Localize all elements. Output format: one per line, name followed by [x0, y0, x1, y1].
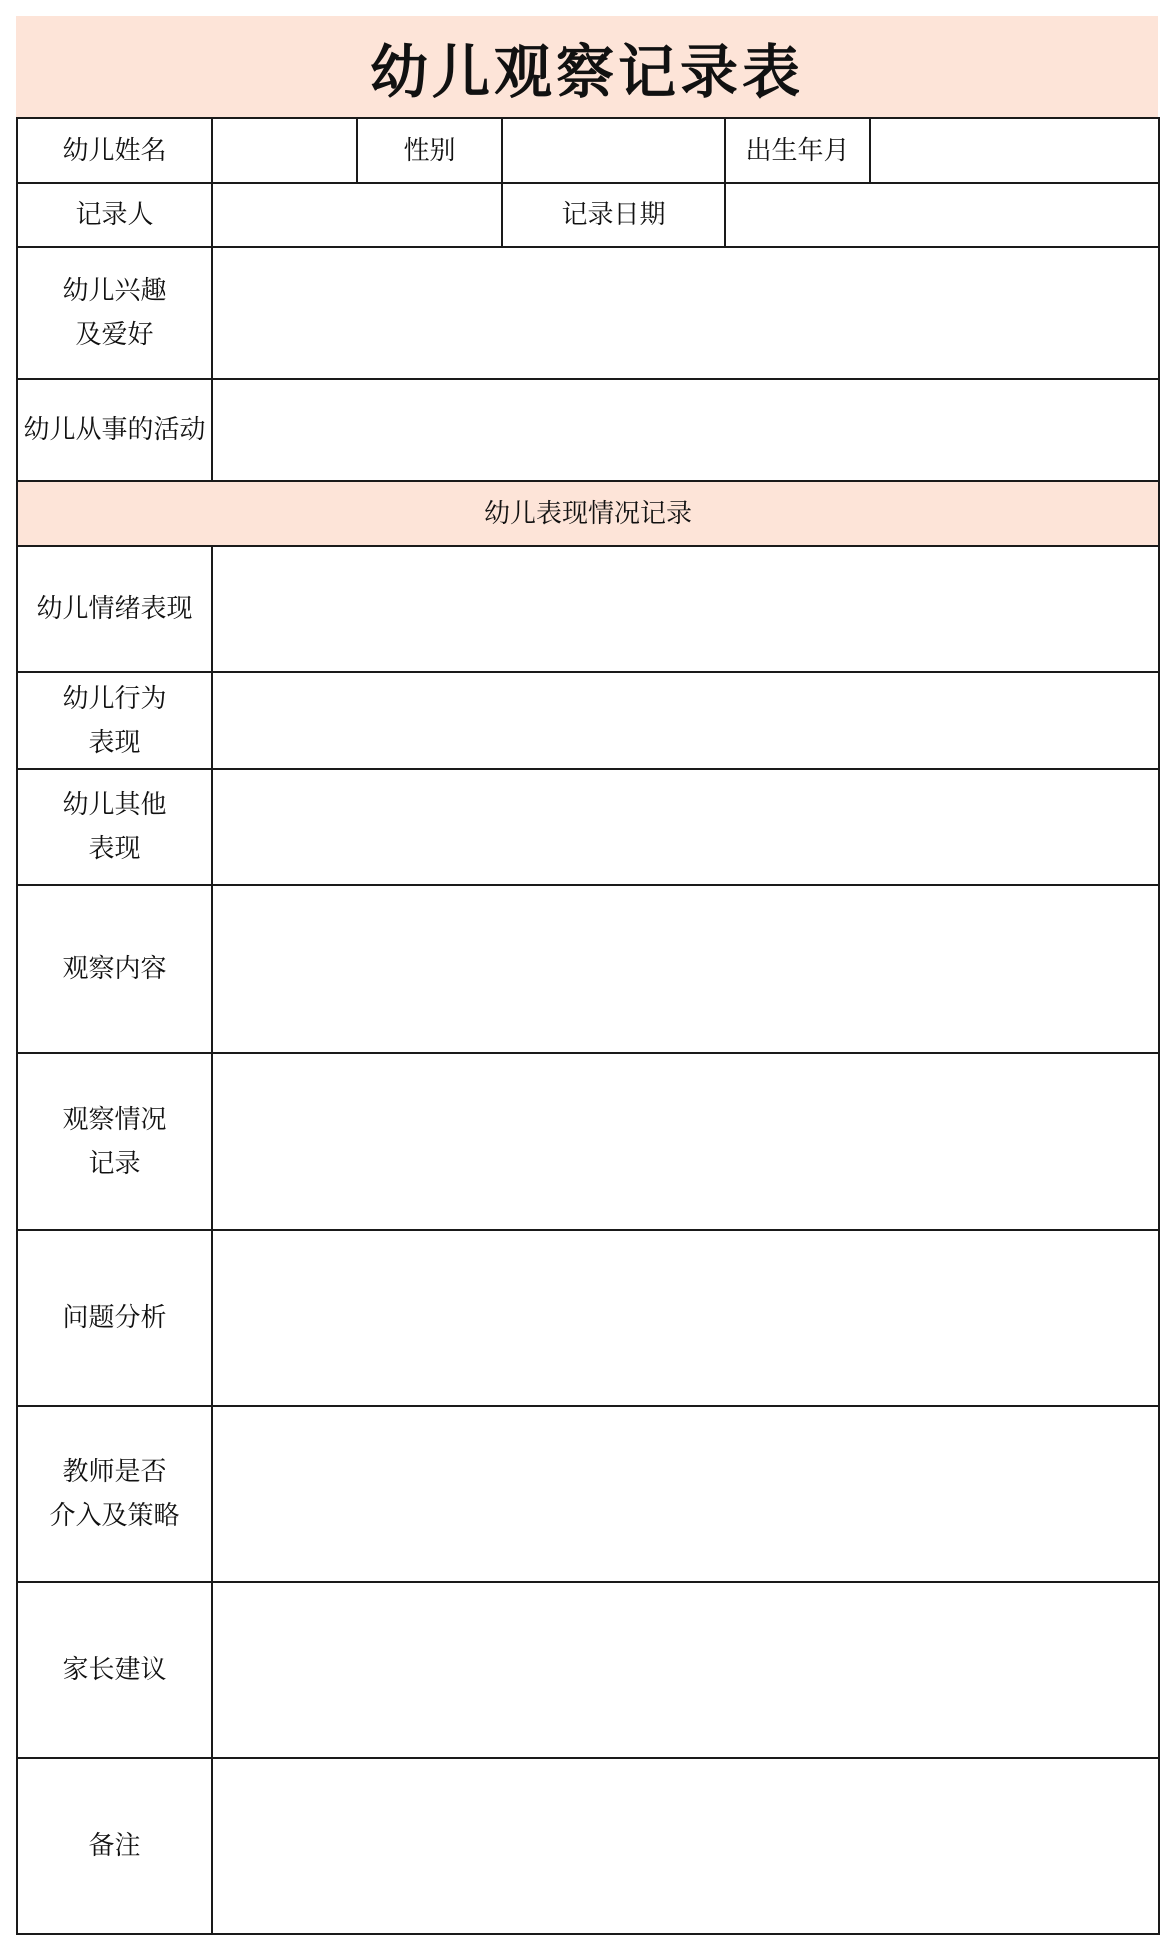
observation-label: 观察情况 记录 [62, 1104, 167, 1179]
interests-row [17, 247, 1159, 379]
record-row-notes [17, 1758, 1159, 1934]
emotion-label: 幼儿情绪表现 [36, 594, 193, 624]
name-label: 幼儿姓名 [62, 135, 167, 166]
parent-label-cell [17, 1582, 212, 1758]
date-label: 记录日期 [561, 200, 666, 230]
interests-label: 幼儿兴趣 及爱好 [62, 276, 167, 350]
emotion-label-cell [17, 546, 212, 672]
title-bar [16, 16, 1158, 117]
parent-field[interactable] [212, 1582, 1159, 1758]
name-label-cell [17, 118, 212, 183]
notes-label: 备注 [88, 1831, 141, 1861]
record-row-emotion [17, 546, 1159, 672]
recorder-label: 记录人 [75, 200, 154, 230]
analysis-label: 问题分析 [62, 1303, 167, 1333]
record-row-content [17, 885, 1159, 1053]
observation-form-table [16, 117, 1160, 1935]
record-row-teacher [17, 1406, 1159, 1582]
section-header: 幼儿表现情况记录 [483, 498, 692, 529]
teacher-field[interactable] [212, 1406, 1159, 1582]
other-label-cell [17, 769, 212, 885]
interests-field[interactable] [212, 247, 1159, 379]
birth-field[interactable] [870, 118, 1159, 183]
record-row-parent [17, 1582, 1159, 1758]
record-row-observation [17, 1053, 1159, 1230]
emotion-field[interactable] [212, 546, 1159, 672]
observation-field[interactable] [212, 1053, 1159, 1230]
interests-label-cell [17, 247, 212, 379]
birth-label: 出生年月 [745, 135, 850, 166]
gender-field[interactable] [502, 118, 725, 183]
gender-label-cell [357, 118, 502, 183]
date-field[interactable] [725, 183, 1159, 247]
record-row-other [17, 769, 1159, 885]
section-header-cell [17, 481, 1159, 546]
content-field[interactable] [212, 885, 1159, 1053]
behavior-label-cell [17, 672, 212, 769]
teacher-label: 教师是否 介入及策略 [49, 1457, 180, 1531]
behavior-label: 幼儿行为 表现 [62, 683, 167, 758]
behavior-field[interactable] [212, 672, 1159, 769]
info-row-1 [17, 118, 1159, 183]
content-label: 观察内容 [62, 954, 167, 984]
activity-field[interactable] [212, 379, 1159, 481]
activity-row [17, 379, 1159, 481]
analysis-label-cell [17, 1230, 212, 1406]
birth-label-cell [725, 118, 870, 183]
content-label-cell [17, 885, 212, 1053]
date-label-cell [502, 183, 725, 247]
name-field[interactable] [212, 118, 357, 183]
record-row-behavior [17, 672, 1159, 769]
recorder-field[interactable] [212, 183, 502, 247]
recorder-label-cell [17, 183, 212, 247]
notes-field[interactable] [212, 1758, 1159, 1934]
info-row-2 [17, 183, 1159, 247]
section-header-row [17, 481, 1159, 546]
other-field[interactable] [212, 769, 1159, 885]
teacher-label-cell [17, 1406, 212, 1582]
observation-label-cell [17, 1053, 212, 1230]
activity-label: 幼儿从事的活动 [23, 415, 206, 445]
page-title: 幼儿观察记录表 [369, 37, 804, 106]
record-row-analysis [17, 1230, 1159, 1406]
analysis-field[interactable] [212, 1230, 1159, 1406]
other-label: 幼儿其他 表现 [62, 790, 167, 864]
parent-label: 家长建议 [62, 1655, 167, 1685]
gender-label: 性别 [403, 135, 456, 166]
activity-label-cell [17, 379, 212, 481]
notes-label-cell [17, 1758, 212, 1934]
